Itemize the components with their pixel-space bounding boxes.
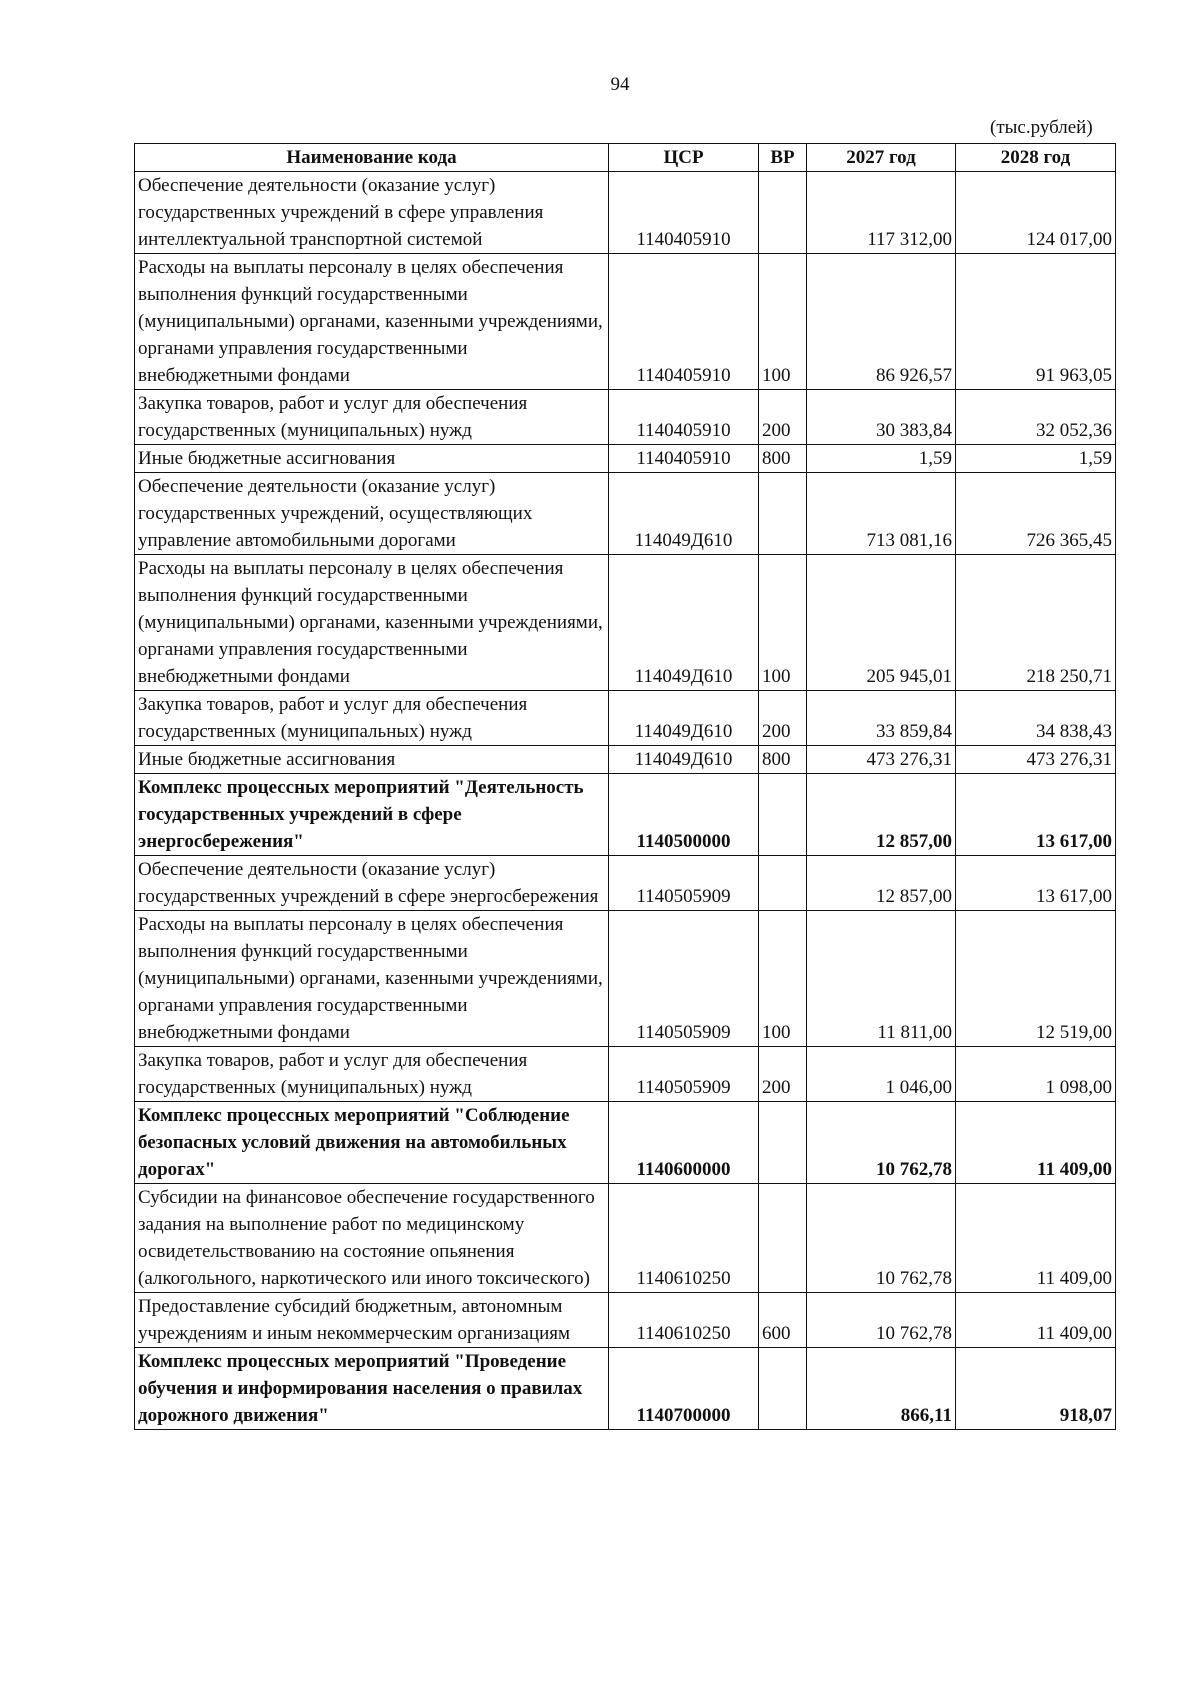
cell-vr (759, 473, 807, 555)
cell-name: Обеспечение деятельности (оказание услуг) государственных учреждений в сфере энергосбережения (135, 856, 609, 911)
cell-2027: 33 859,84 (807, 691, 956, 746)
cell-2027: 473 276,31 (807, 746, 956, 774)
cell-2028: 1,59 (956, 445, 1116, 473)
cell-csr: 114049Д610 (609, 555, 759, 691)
cell-name: Закупка товаров, работ и услуг для обеспечения государственных (муниципальных) нужд (135, 691, 609, 746)
cell-vr: 100 (759, 555, 807, 691)
cell-2027: 1,59 (807, 445, 956, 473)
header-2027: 2027 год (807, 144, 956, 172)
cell-name: Иные бюджетные ассигнования (135, 445, 609, 473)
table-row (135, 1102, 1116, 1184)
cell-vr: 800 (759, 746, 807, 774)
cell-2028: 11 409,00 (956, 1293, 1116, 1348)
cell-vr: 800 (759, 445, 807, 473)
table-row (135, 445, 1116, 473)
cell-2028: 473 276,31 (956, 746, 1116, 774)
cell-2028: 13 617,00 (956, 774, 1116, 856)
cell-csr: 1140600000 (609, 1102, 759, 1184)
cell-csr: 1140500000 (609, 774, 759, 856)
cell-2028: 124 017,00 (956, 172, 1116, 254)
table-row (135, 555, 1116, 691)
table-row (135, 746, 1116, 774)
cell-vr: 200 (759, 390, 807, 445)
cell-vr: 200 (759, 691, 807, 746)
cell-2027: 10 762,78 (807, 1102, 956, 1184)
units-label: (тыс.рублей) (990, 117, 1093, 138)
table-row (135, 691, 1116, 746)
header-vr: ВР (759, 144, 807, 172)
cell-2028: 218 250,71 (956, 555, 1116, 691)
cell-name: Комплекс процессных мероприятий "Деятельность государственных учреждений в сфере энергосбережения" (135, 774, 609, 856)
cell-csr: 1140405910 (609, 254, 759, 390)
cell-vr: 200 (759, 1047, 807, 1102)
cell-vr: 600 (759, 1293, 807, 1348)
cell-2027: 205 945,01 (807, 555, 956, 691)
cell-vr (759, 856, 807, 911)
cell-2027: 12 857,00 (807, 856, 956, 911)
cell-name: Комплекс процессных мероприятий "Соблюдение безопасных условий движения на автомобильных дорогах" (135, 1102, 609, 1184)
table-row (135, 254, 1116, 390)
cell-vr: 100 (759, 254, 807, 390)
cell-name: Расходы на выплаты персоналу в целях обеспечения выполнения функций государственными (муниципальными) органами, казенными учреждениями, органами управления государственными внебюджетными фондами (135, 555, 609, 691)
cell-2027: 713 081,16 (807, 473, 956, 555)
cell-name: Иные бюджетные ассигнования (135, 746, 609, 774)
cell-csr: 1140505909 (609, 1047, 759, 1102)
cell-2028: 32 052,36 (956, 390, 1116, 445)
cell-vr: 100 (759, 911, 807, 1047)
budget-table (134, 143, 1116, 1430)
cell-csr: 1140505909 (609, 856, 759, 911)
table-row (135, 172, 1116, 254)
cell-name: Расходы на выплаты персоналу в целях обеспечения выполнения функций государственными (муниципальными) органами, казенными учреждениями, органами управления государственными внебюджетными фондами (135, 254, 609, 390)
cell-name: Обеспечение деятельности (оказание услуг) государственных учреждений, осуществляющих управление автомобильными дорогами (135, 473, 609, 555)
cell-2028: 34 838,43 (956, 691, 1116, 746)
cell-2028: 12 519,00 (956, 911, 1116, 1047)
table-row (135, 1293, 1116, 1348)
cell-csr: 1140505909 (609, 911, 759, 1047)
cell-2028: 11 409,00 (956, 1184, 1116, 1293)
header-csr: ЦСР (609, 144, 759, 172)
cell-name: Закупка товаров, работ и услуг для обеспечения государственных (муниципальных) нужд (135, 390, 609, 445)
cell-vr (759, 1102, 807, 1184)
cell-csr: 1140610250 (609, 1184, 759, 1293)
cell-2027: 1 046,00 (807, 1047, 956, 1102)
cell-name: Субсидии на финансовое обеспечение государственного задания на выполнение работ по медицинскому освидетельствованию на состояние опьянения (алкогольного, наркотического или иного токсического) (135, 1184, 609, 1293)
cell-vr (759, 1184, 807, 1293)
cell-csr: 1140610250 (609, 1293, 759, 1348)
cell-vr (759, 774, 807, 856)
table-row (135, 1047, 1116, 1102)
cell-name: Расходы на выплаты персоналу в целях обеспечения выполнения функций государственными (муниципальными) органами, казенными учреждениями, органами управления государственными внебюджетными фондами (135, 911, 609, 1047)
cell-csr: 1140700000 (609, 1348, 759, 1430)
table-row (135, 911, 1116, 1047)
table-row (135, 856, 1116, 911)
cell-csr: 114049Д610 (609, 473, 759, 555)
cell-2028: 918,07 (956, 1348, 1116, 1430)
cell-csr: 1140405910 (609, 172, 759, 254)
cell-2028: 1 098,00 (956, 1047, 1116, 1102)
cell-2028: 726 365,45 (956, 473, 1116, 555)
cell-2028: 11 409,00 (956, 1102, 1116, 1184)
cell-2027: 10 762,78 (807, 1184, 956, 1293)
cell-csr: 1140405910 (609, 390, 759, 445)
cell-name: Обеспечение деятельности (оказание услуг) государственных учреждений в сфере управления интеллектуальной транспортной системой (135, 172, 609, 254)
cell-csr: 1140405910 (609, 445, 759, 473)
table-row (135, 774, 1116, 856)
table-body (135, 172, 1116, 1430)
page-number: 94 (610, 74, 630, 95)
cell-2027: 11 811,00 (807, 911, 956, 1047)
table-row (135, 1184, 1116, 1293)
cell-vr (759, 172, 807, 254)
cell-2028: 13 617,00 (956, 856, 1116, 911)
cell-2027: 30 383,84 (807, 390, 956, 445)
cell-2027: 866,11 (807, 1348, 956, 1430)
cell-csr: 114049Д610 (609, 691, 759, 746)
cell-2027: 117 312,00 (807, 172, 956, 254)
table-row (135, 390, 1116, 445)
cell-2027: 10 762,78 (807, 1293, 956, 1348)
cell-name: Комплекс процессных мероприятий "Проведение обучения и информирования населения о правилах дорожного движения" (135, 1348, 609, 1430)
table-row (135, 1348, 1116, 1430)
header-name: Наименование кода (135, 144, 609, 172)
cell-name: Закупка товаров, работ и услуг для обеспечения государственных (муниципальных) нужд (135, 1047, 609, 1102)
cell-name: Предоставление субсидий бюджетным, автономным учреждениям и иным некоммерческим организациям (135, 1293, 609, 1348)
cell-csr: 114049Д610 (609, 746, 759, 774)
table-header (135, 144, 1116, 172)
cell-vr (759, 1348, 807, 1430)
header-2028: 2028 год (956, 144, 1116, 172)
cell-2028: 91 963,05 (956, 254, 1116, 390)
cell-2027: 86 926,57 (807, 254, 956, 390)
table-row (135, 473, 1116, 555)
cell-2027: 12 857,00 (807, 774, 956, 856)
